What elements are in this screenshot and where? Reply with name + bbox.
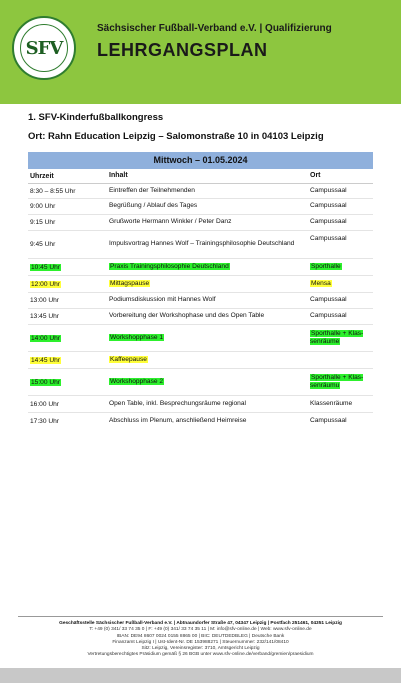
logo-text: SFV xyxy=(25,37,63,59)
column-header-place: Ort xyxy=(310,171,321,179)
table-row xyxy=(28,231,373,259)
footer-board: Vertretungsberechtigtes Präsidium gemäß § 26 BGB unter www.sfv-online.de/verband/gremien/praesidium xyxy=(87,652,314,658)
column-header-row xyxy=(28,169,373,184)
table-row xyxy=(28,215,373,231)
row-time: 10:45 Uhr xyxy=(31,263,60,271)
footer xyxy=(18,621,383,659)
logo-inner-ring xyxy=(20,24,68,72)
event-location: Ort: Rahn Education Leipzig – Salomonstraße 10 in 04103 Leipzig xyxy=(28,131,324,142)
footer-contact: T: +49 (0) 341/ 33 74 35 0 | F: +49 (0) 341/ 33 74 35 11 | M: info@sfv-online.de | Web: www.sfv-online.de xyxy=(89,627,312,633)
row-content: Eintreffen der Teilnehmenden xyxy=(109,186,195,194)
row-content: Open Table, inkl. Besprechungsräume regional xyxy=(109,399,246,407)
table-row xyxy=(28,325,373,352)
row-content: Begrüßung / Ablauf des Tages xyxy=(109,202,198,210)
footer-registry: Sitz: Leipzig, Vereinsregister: 3710, Amtsgericht Leipzig xyxy=(141,646,260,652)
row-time: 13:45 Uhr xyxy=(30,313,59,320)
row-content: Abschluss im Plenum, anschließend Heimreise xyxy=(109,417,247,425)
schedule-table xyxy=(28,152,373,430)
row-place: Sporthalle + Klas-senräume xyxy=(310,329,364,345)
table-row xyxy=(28,276,373,293)
row-place: Campussaal xyxy=(310,218,347,226)
table-row xyxy=(28,413,373,430)
event-title: 1. SFV-Kinderfußballkongress xyxy=(28,112,164,123)
row-time: 14:45 Uhr xyxy=(31,356,60,364)
row-content: Grußworte Hermann Winkler / Peter Danz xyxy=(109,218,232,226)
table-row xyxy=(28,259,373,276)
footer-address: Geschäftsstelle Sächsischer Fußball-Verband e.V. | Abtnaundorfer Straße 47, 04347 Leipzig | Postfach 251461, 04351 Leipzig xyxy=(59,621,342,626)
row-time: 12:00 Uhr xyxy=(31,280,60,288)
row-content: Workshopphase 1 xyxy=(110,333,164,341)
row-time: 15:00 Uhr xyxy=(31,378,60,386)
table-row xyxy=(28,309,373,325)
header-banner xyxy=(0,0,401,104)
row-place: Sporthalle + Klas-senräumu xyxy=(310,373,364,389)
row-content: Praxis Trainingsphilosophie Deutschland xyxy=(110,262,229,270)
footer-bank: IBAN: DE94 8607 0024 0155 8865 00 | BIC: DEUTDEDBLEG | Deutsche Bank xyxy=(116,633,285,639)
row-place: Sporthalle xyxy=(311,262,341,270)
footer-tax: Finanzamt Leipzig I | Ust-Ident-Nr. DE 153988271 | Steuernummer: 232/141/08410 xyxy=(112,639,289,645)
row-content: Podiumsdiskussion mit Hannes Wolf xyxy=(109,296,216,304)
row-content: Workshopphase 2 xyxy=(110,377,164,385)
row-place: Campussaal xyxy=(310,235,347,242)
row-content: Impulsvortrag Hannes Wolf – Trainingsphilosophie Deutschland xyxy=(109,240,295,248)
table-row xyxy=(28,352,373,369)
row-content: Mittagspause xyxy=(110,279,150,287)
table-row xyxy=(28,293,373,309)
table-row xyxy=(28,369,373,396)
row-time: 9:15 Uhr xyxy=(30,219,56,226)
row-place: Mensa xyxy=(311,279,331,287)
row-time: 9:00 Uhr xyxy=(30,203,56,210)
row-content: Vorbereitung der Workshophase und des Open Table xyxy=(109,312,265,320)
row-place: Campussaal xyxy=(310,296,347,304)
row-place: Campussaal xyxy=(310,202,347,210)
document-title: LEHRGANGSPLAN xyxy=(97,40,268,60)
sfv-logo xyxy=(12,16,76,80)
row-place: Campussaal xyxy=(310,186,347,194)
column-header-time: Uhrzeit xyxy=(30,172,54,180)
row-time: 9:45 Uhr xyxy=(30,241,56,248)
day-header: Mittwoch – 01.05.2024 xyxy=(28,152,373,169)
row-place: Campussaal xyxy=(310,417,347,425)
organization-line: Sächsischer Fußball-Verband e.V. | Qualifizierung xyxy=(97,23,332,34)
row-time: 17:30 Uhr xyxy=(30,418,59,425)
row-time: 14:00 Uhr xyxy=(31,334,60,342)
row-place: Klassenräume xyxy=(310,399,353,407)
row-place: Campussaal xyxy=(310,312,347,320)
bottom-bar xyxy=(0,668,401,683)
table-row xyxy=(28,396,373,413)
footer-divider xyxy=(18,616,383,617)
table-row xyxy=(28,199,373,215)
table-row xyxy=(28,184,373,199)
column-header-content: Inhalt xyxy=(109,171,128,179)
row-time: 16:00 Uhr xyxy=(30,400,59,408)
row-content: Kaffeepause xyxy=(110,355,147,363)
row-time: 13:00 Uhr xyxy=(30,297,59,304)
row-time: 8:30 – 8:55 Uhr xyxy=(30,187,76,195)
